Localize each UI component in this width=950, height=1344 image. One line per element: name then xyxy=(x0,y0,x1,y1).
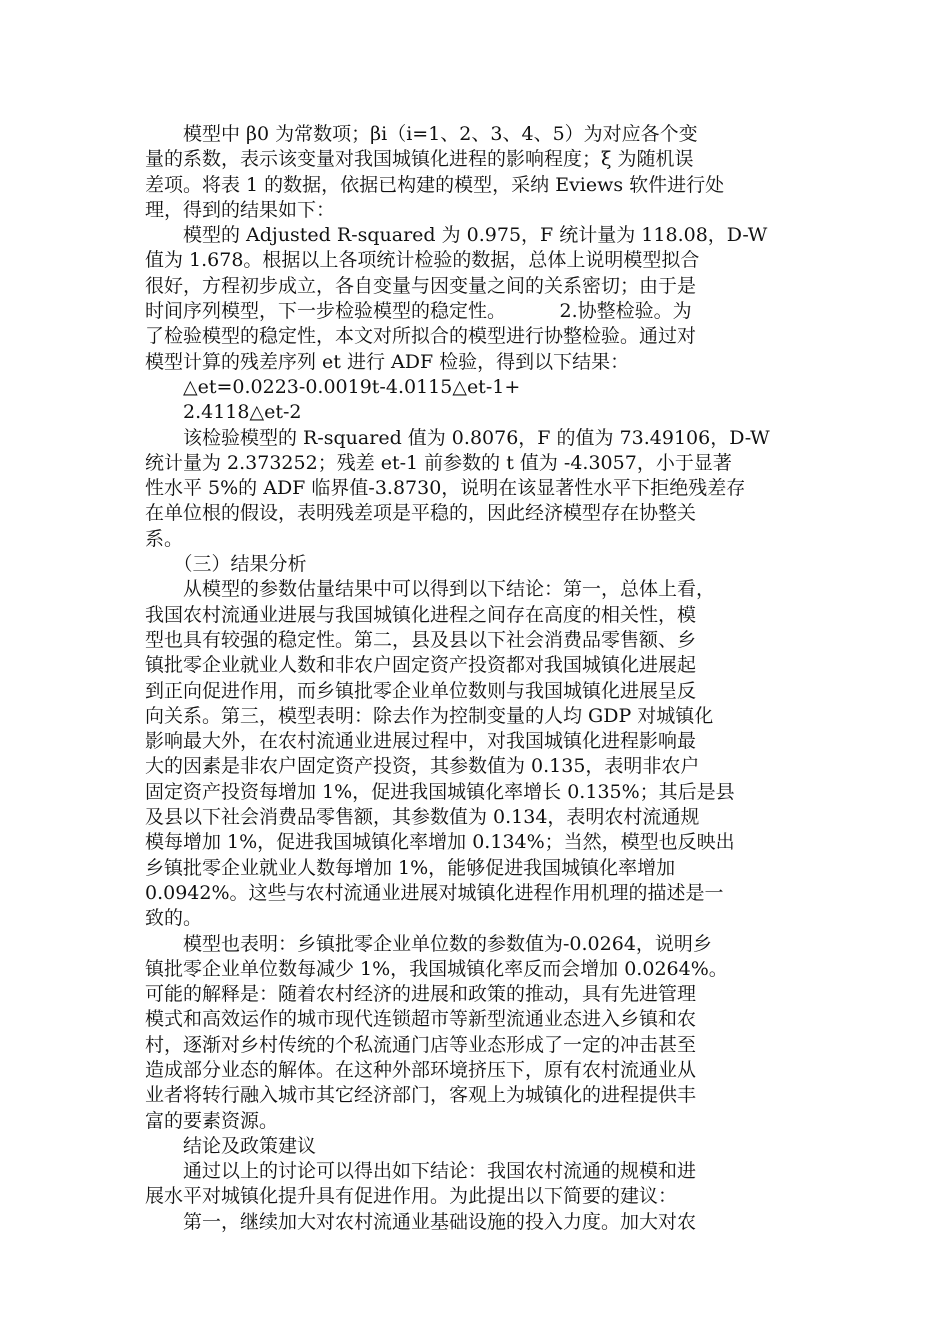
text-line: 镇批零企业就业人数和非农户固定资产投资都对我国城镇化进展起 xyxy=(145,654,697,677)
text-line: 富的要素资源。 xyxy=(145,1109,279,1132)
text-line: 造成部分业态的解体。在这种外部环境挤压下，原有农村流通业从 xyxy=(145,1058,697,1081)
text-line: 了检验模型的稳定性，本文对所拟合的模型进行协整检验。通过对 xyxy=(145,325,697,348)
text-line: 该检验模型的 R-squared 值为 0.8076，F 的值为 73.49106，D-W xyxy=(145,426,770,449)
text-line: 固定资产投资每增加 1%，促进我国城镇化率增长 0.135%；其后是县 xyxy=(145,780,735,803)
text-line: 展水平对城镇化提升具有促进作用。为此提出以下简要的建议： xyxy=(145,1185,678,1208)
text-line: 大的因素是非农户固定资产投资，其参数值为 0.135，表明非农户 xyxy=(145,755,700,778)
text-line: 我国农村流通业进展与我国城镇化进程之间存在高度的相关性，模 xyxy=(145,603,697,626)
section-heading: （三）结果分析 xyxy=(145,553,307,576)
text-line: 0.0942%。这些与农村流通业进展对城镇化进程作用机理的描述是一 xyxy=(145,881,724,904)
text-line: 很好，方程初步成立，各自变量与因变量之间的关系密切；由于是 xyxy=(145,274,697,297)
equation-line: 2.4118△et-2 xyxy=(145,401,302,424)
text-line: 第一，继续加大对农村流通业基础设施的投入力度。加大对农 xyxy=(145,1210,697,1233)
text-line: 时间序列模型，下一步检验模型的稳定性。 2.协整检验。为 xyxy=(145,300,692,323)
text-line: 模型也表明：乡镇批零企业单位数的参数值为-0.0264，说明乡 xyxy=(145,932,712,955)
text-line: 村，逐渐对乡村传统的个私流通门店等业态形成了一定的冲击甚至 xyxy=(145,1033,697,1056)
text-line: 致的。 xyxy=(145,907,203,930)
text-line: 差项。将表 1 的数据，依据已构建的模型，采纳 Eviews 软件进行处 xyxy=(145,173,725,196)
text-line: 镇批零企业单位数每减少 1%，我国城镇化率反而会增加 0.0264%。 xyxy=(145,957,728,980)
section-heading: 结论及政策建议 xyxy=(145,1134,317,1157)
text-line: 模型计算的残差序列 et 进行 ADF 检验，得到以下结果： xyxy=(145,350,630,373)
text-line: 通过以上的讨论可以得出如下结论：我国农村流通的规模和进 xyxy=(145,1160,697,1183)
text-line: 模型的 Adjusted R-squared 为 0.975，F 统计量为 118.08，D-W xyxy=(145,224,768,247)
equation-line: △et=0.0223-0.0019t-4.0115△et-1+ xyxy=(145,375,521,398)
text-line: 到正向促进作用，而乡镇批零企业单位数则与我国城镇化进展呈反 xyxy=(145,679,697,702)
text-line: 从模型的参数估量结果中可以得到以下结论：第一，总体上看， xyxy=(145,578,716,601)
text-line: 量的系数，表示该变量对我国城镇化进程的影响程度；ξ 为随机误 xyxy=(145,148,694,171)
text-line: 业者将转行融入城市其它经济部门，客观上为城镇化的进程提供丰 xyxy=(145,1084,697,1107)
text-line: 性水平 5%的 ADF 临界值-3.8730，说明在该显著性水平下拒绝残差存 xyxy=(145,477,746,500)
text-line: 模式和高效运作的城市现代连锁超市等新型流通业态进入乡镇和农 xyxy=(145,1008,697,1031)
text-line: 统计量为 2.373252；残差 et-1 前参数的 t 值为 -4.3057，小于显著 xyxy=(145,451,732,474)
text-line: 可能的解释是：随着农村经济的进展和政策的推动，具有先进管理 xyxy=(145,983,697,1006)
text-line: 在单位根的假设，表明残差项是平稳的，因此经济模型存在协整关 xyxy=(145,502,697,525)
text-line: 值为 1.678。根据以上各项统计检验的数据，总体上说明模型拟合 xyxy=(145,249,700,272)
text-line: 型也具有较强的稳定性。第二，县及县以下社会消费品零售额、乡 xyxy=(145,628,697,651)
text-line: 模每增加 1%，促进我国城镇化率增加 0.134%；当然，模型也反映出 xyxy=(145,831,735,854)
text-line: 及县以下社会消费品零售额，其参数值为 0.134，表明农村流通规 xyxy=(145,806,700,829)
text-line: 影响最大外，在农村流通业进展过程中，对我国城镇化进程影响最 xyxy=(145,730,697,753)
text-line: 理，得到的结果如下： xyxy=(145,198,336,221)
text-line: 向关系。第三，模型表明：除去作为控制变量的人均 GDP 对城镇化 xyxy=(145,704,714,727)
text-line: 模型中 β0 为常数项；βi（i=1、2、3、4、5）为对应各个变 xyxy=(145,123,698,145)
text-line: 乡镇批零企业就业人数每增加 1%，能够促进我国城镇化率增加 xyxy=(145,856,676,879)
text-line: 系。 xyxy=(145,527,184,550)
document-body xyxy=(145,122,810,1235)
